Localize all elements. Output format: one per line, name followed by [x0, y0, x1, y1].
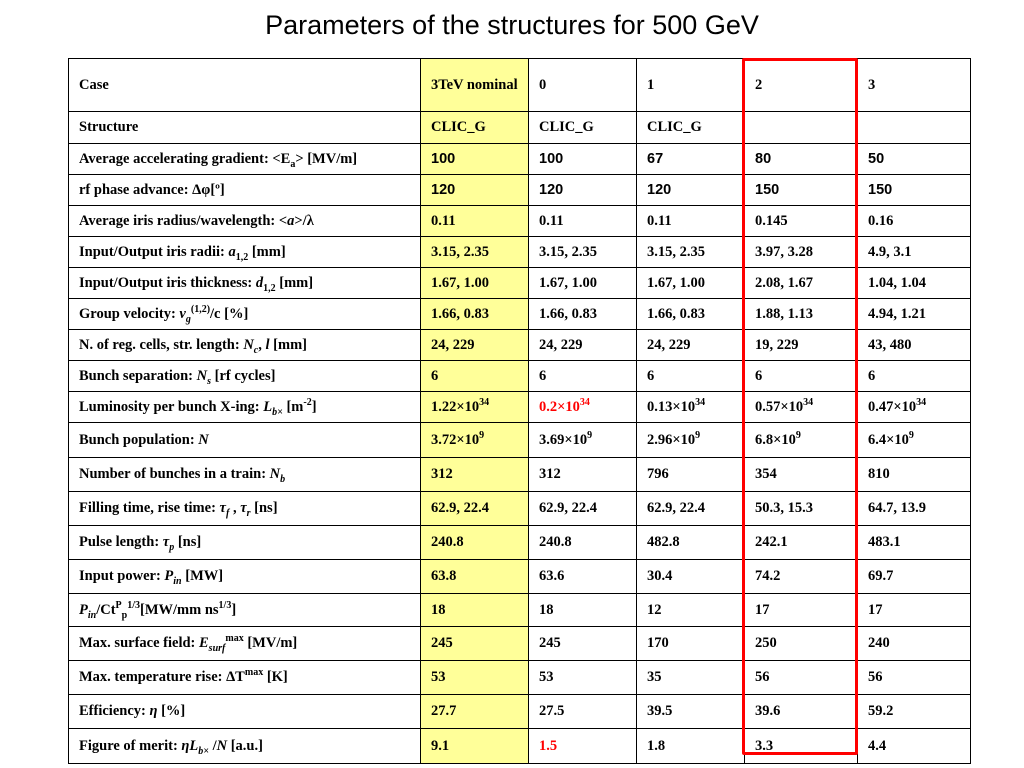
- table-row: [69, 206, 971, 237]
- cell-value: 170: [637, 627, 745, 661]
- cell-value: 74.2: [745, 560, 858, 594]
- cell-value: 1.67, 1.00: [529, 268, 637, 299]
- cell-value: $1.22\times 10^{34}$: [421, 392, 529, 423]
- row-label: Pulse length: $\tau_p$ [ns]: [69, 526, 421, 560]
- cell-value: 120: [421, 175, 529, 206]
- cell-value: 6: [421, 361, 529, 392]
- cell-value: 1.66, 0.83: [421, 299, 529, 330]
- cell-value: 120: [529, 175, 637, 206]
- cell-value: 0.11: [421, 206, 529, 237]
- cell-value: $6.8\times 10^9$: [745, 423, 858, 458]
- cell-value: [745, 112, 858, 144]
- cell-value: 12: [637, 594, 745, 627]
- cell-value: 53: [421, 661, 529, 695]
- header-case: Case: [69, 59, 421, 112]
- cell-value: 1.67, 1.00: [637, 268, 745, 299]
- cell-value: 240.8: [529, 526, 637, 560]
- table-row: [69, 299, 971, 330]
- cell-value: $0.47\times 10^{34}$: [858, 392, 971, 423]
- cell-value: 62.9, 22.4: [421, 492, 529, 526]
- cell-value: 150: [858, 175, 971, 206]
- cell-value: 39.6: [745, 695, 858, 729]
- cell-value: 240: [858, 627, 971, 661]
- cell-value: 4.4: [858, 729, 971, 764]
- row-label: Group velocity: $v_g^{(1,2)}/c$ [%]: [69, 299, 421, 330]
- row-label: Bunch separation: $N_s$ [rf cycles]: [69, 361, 421, 392]
- table-row: [69, 560, 971, 594]
- cell-value: 6: [529, 361, 637, 392]
- cell-value: $0.57\times 10^{34}$: [745, 392, 858, 423]
- cell-value: 245: [421, 627, 529, 661]
- table-row: [69, 330, 971, 361]
- row-label: Efficiency: η [%]: [69, 695, 421, 729]
- cell-value: 4.94, 1.21: [858, 299, 971, 330]
- cell-value: $0.13\times 10^{34}$: [637, 392, 745, 423]
- row-label: Bunch population: N: [69, 423, 421, 458]
- header-3tev-nominal: 3TeV nominal: [421, 59, 529, 112]
- row-label: Luminosity per bunch X-ing: $L_{b\times}$ $[m^{-2}]$: [69, 392, 421, 423]
- table-row: [69, 594, 971, 627]
- cell-value: 312: [529, 458, 637, 492]
- header-case-2: 2: [745, 59, 858, 112]
- cell-value: 27.7: [421, 695, 529, 729]
- cell-value: 56: [745, 661, 858, 695]
- table-row: [69, 729, 971, 764]
- cell-value: 30.4: [637, 560, 745, 594]
- table-row: [69, 112, 971, 144]
- cell-value: 43, 480: [858, 330, 971, 361]
- cell-value: 483.1: [858, 526, 971, 560]
- row-label: Input/Output iris thickness: $d_{1,2}$ [mm]: [69, 268, 421, 299]
- row-label: Average iris radius/wavelength: <a>/λ: [69, 206, 421, 237]
- cell-value: 1.5: [529, 729, 637, 764]
- cell-value: 59.2: [858, 695, 971, 729]
- cell-value: 63.6: [529, 560, 637, 594]
- cell-value: 100: [421, 144, 529, 175]
- cell-value: 0.145: [745, 206, 858, 237]
- table-header-row: [69, 59, 971, 112]
- row-label: Number of bunches in a train: $N_b$: [69, 458, 421, 492]
- cell-value: 150: [745, 175, 858, 206]
- cell-value: 482.8: [637, 526, 745, 560]
- cell-value: CLIC_G: [637, 112, 745, 144]
- slide-title: Parameters of the structures for 500 GeV: [265, 10, 759, 40]
- cell-value: 810: [858, 458, 971, 492]
- cell-value: 1.66, 0.83: [529, 299, 637, 330]
- row-label: Max. temperature rise: $\Delta T^{max}$ [K]: [69, 661, 421, 695]
- cell-value: $0.2\times 10^{34}$: [529, 392, 637, 423]
- cell-value: $3.69\times 10^9$: [529, 423, 637, 458]
- cell-value: 56: [858, 661, 971, 695]
- cell-value: 250: [745, 627, 858, 661]
- table-row: [69, 627, 971, 661]
- cell-value: 4.9, 3.1: [858, 237, 971, 268]
- table-row: [69, 492, 971, 526]
- cell-value: 80: [745, 144, 858, 175]
- cell-value: 3.15, 2.35: [637, 237, 745, 268]
- cell-value: 35: [637, 661, 745, 695]
- cell-value: 50: [858, 144, 971, 175]
- table-row: [69, 423, 971, 458]
- cell-value: 796: [637, 458, 745, 492]
- cell-value: 0.16: [858, 206, 971, 237]
- cell-value: 19, 229: [745, 330, 858, 361]
- cell-value: 312: [421, 458, 529, 492]
- row-label: Figure of merit: $\eta L_{b\times}$ /N [a.u.]: [69, 729, 421, 764]
- cell-value: 0.11: [637, 206, 745, 237]
- cell-value: 1.04, 1.04: [858, 268, 971, 299]
- cell-value: 17: [858, 594, 971, 627]
- cell-value: 3.3: [745, 729, 858, 764]
- table-row: [69, 392, 971, 423]
- cell-value: 6: [858, 361, 971, 392]
- row-label: Average accelerating gradient: $<E_a> [MV/m]$: [69, 144, 421, 175]
- cell-value: CLIC_G: [421, 112, 529, 144]
- header-case-1: 1: [637, 59, 745, 112]
- row-label: rf phase advance: Δφ[º]: [69, 175, 421, 206]
- row-label: Input/Output iris radii: $a_{1,2}$ [mm]: [69, 237, 421, 268]
- table-row: [69, 175, 971, 206]
- cell-value: 63.8: [421, 560, 529, 594]
- cell-value: 67: [637, 144, 745, 175]
- table-row: [69, 144, 971, 175]
- cell-value: $3.72\times 10^9$: [421, 423, 529, 458]
- cell-value: 18: [421, 594, 529, 627]
- row-label: Structure: [69, 112, 421, 144]
- cell-value: 62.9, 22.4: [529, 492, 637, 526]
- cell-value: 2.08, 1.67: [745, 268, 858, 299]
- cell-value: 100: [529, 144, 637, 175]
- cell-value: 242.1: [745, 526, 858, 560]
- cell-value: 24, 229: [637, 330, 745, 361]
- cell-value: 3.97, 3.28: [745, 237, 858, 268]
- row-label: Input power: $P_{in}$ [MW]: [69, 560, 421, 594]
- row-label: $P_{in}/Ct^P_p^{1/3}[MW/mm$ $ns^{1/3}$]: [69, 594, 421, 627]
- cell-value: [858, 112, 971, 144]
- cell-value: 1.88, 1.13: [745, 299, 858, 330]
- table-row: [69, 268, 971, 299]
- cell-value: CLIC_G: [529, 112, 637, 144]
- cell-value: 240.8: [421, 526, 529, 560]
- table-row: [69, 458, 971, 492]
- cell-value: 17: [745, 594, 858, 627]
- cell-value: 53: [529, 661, 637, 695]
- cell-value: 24, 229: [529, 330, 637, 361]
- table-row: [69, 695, 971, 729]
- row-label: Max. surface field: $E_{surf}^{max}$ [MV/m]: [69, 627, 421, 661]
- cell-value: 18: [529, 594, 637, 627]
- cell-value: 120: [637, 175, 745, 206]
- cell-value: 6: [745, 361, 858, 392]
- table-row: [69, 361, 971, 392]
- cell-value: 27.5: [529, 695, 637, 729]
- cell-value: 69.7: [858, 560, 971, 594]
- cell-value: 245: [529, 627, 637, 661]
- cell-value: $2.96\times 10^9$: [637, 423, 745, 458]
- cell-value: 3.15, 2.35: [529, 237, 637, 268]
- cell-value: 6: [637, 361, 745, 392]
- table-row: [69, 526, 971, 560]
- parameters-table: [68, 58, 971, 764]
- cell-value: 39.5: [637, 695, 745, 729]
- row-label: N. of reg. cells, str. length: $N_c$, l [mm]: [69, 330, 421, 361]
- cell-value: 9.1: [421, 729, 529, 764]
- cell-value: 50.3, 15.3: [745, 492, 858, 526]
- cell-value: 24, 229: [421, 330, 529, 361]
- header-case-3: 3: [858, 59, 971, 112]
- table-row: [69, 661, 971, 695]
- cell-value: 3.15, 2.35: [421, 237, 529, 268]
- cell-value: $6.4\times 10^9$: [858, 423, 971, 458]
- cell-value: 1.67, 1.00: [421, 268, 529, 299]
- header-case-0: 0: [529, 59, 637, 112]
- cell-value: 1.8: [637, 729, 745, 764]
- cell-value: 354: [745, 458, 858, 492]
- cell-value: 64.7, 13.9: [858, 492, 971, 526]
- cell-value: 62.9, 22.4: [637, 492, 745, 526]
- cell-value: 0.11: [529, 206, 637, 237]
- cell-value: 1.66, 0.83: [637, 299, 745, 330]
- row-label: Filling time, rise time: $\tau_f$ , $\tau_r$ [ns]: [69, 492, 421, 526]
- table-row: [69, 237, 971, 268]
